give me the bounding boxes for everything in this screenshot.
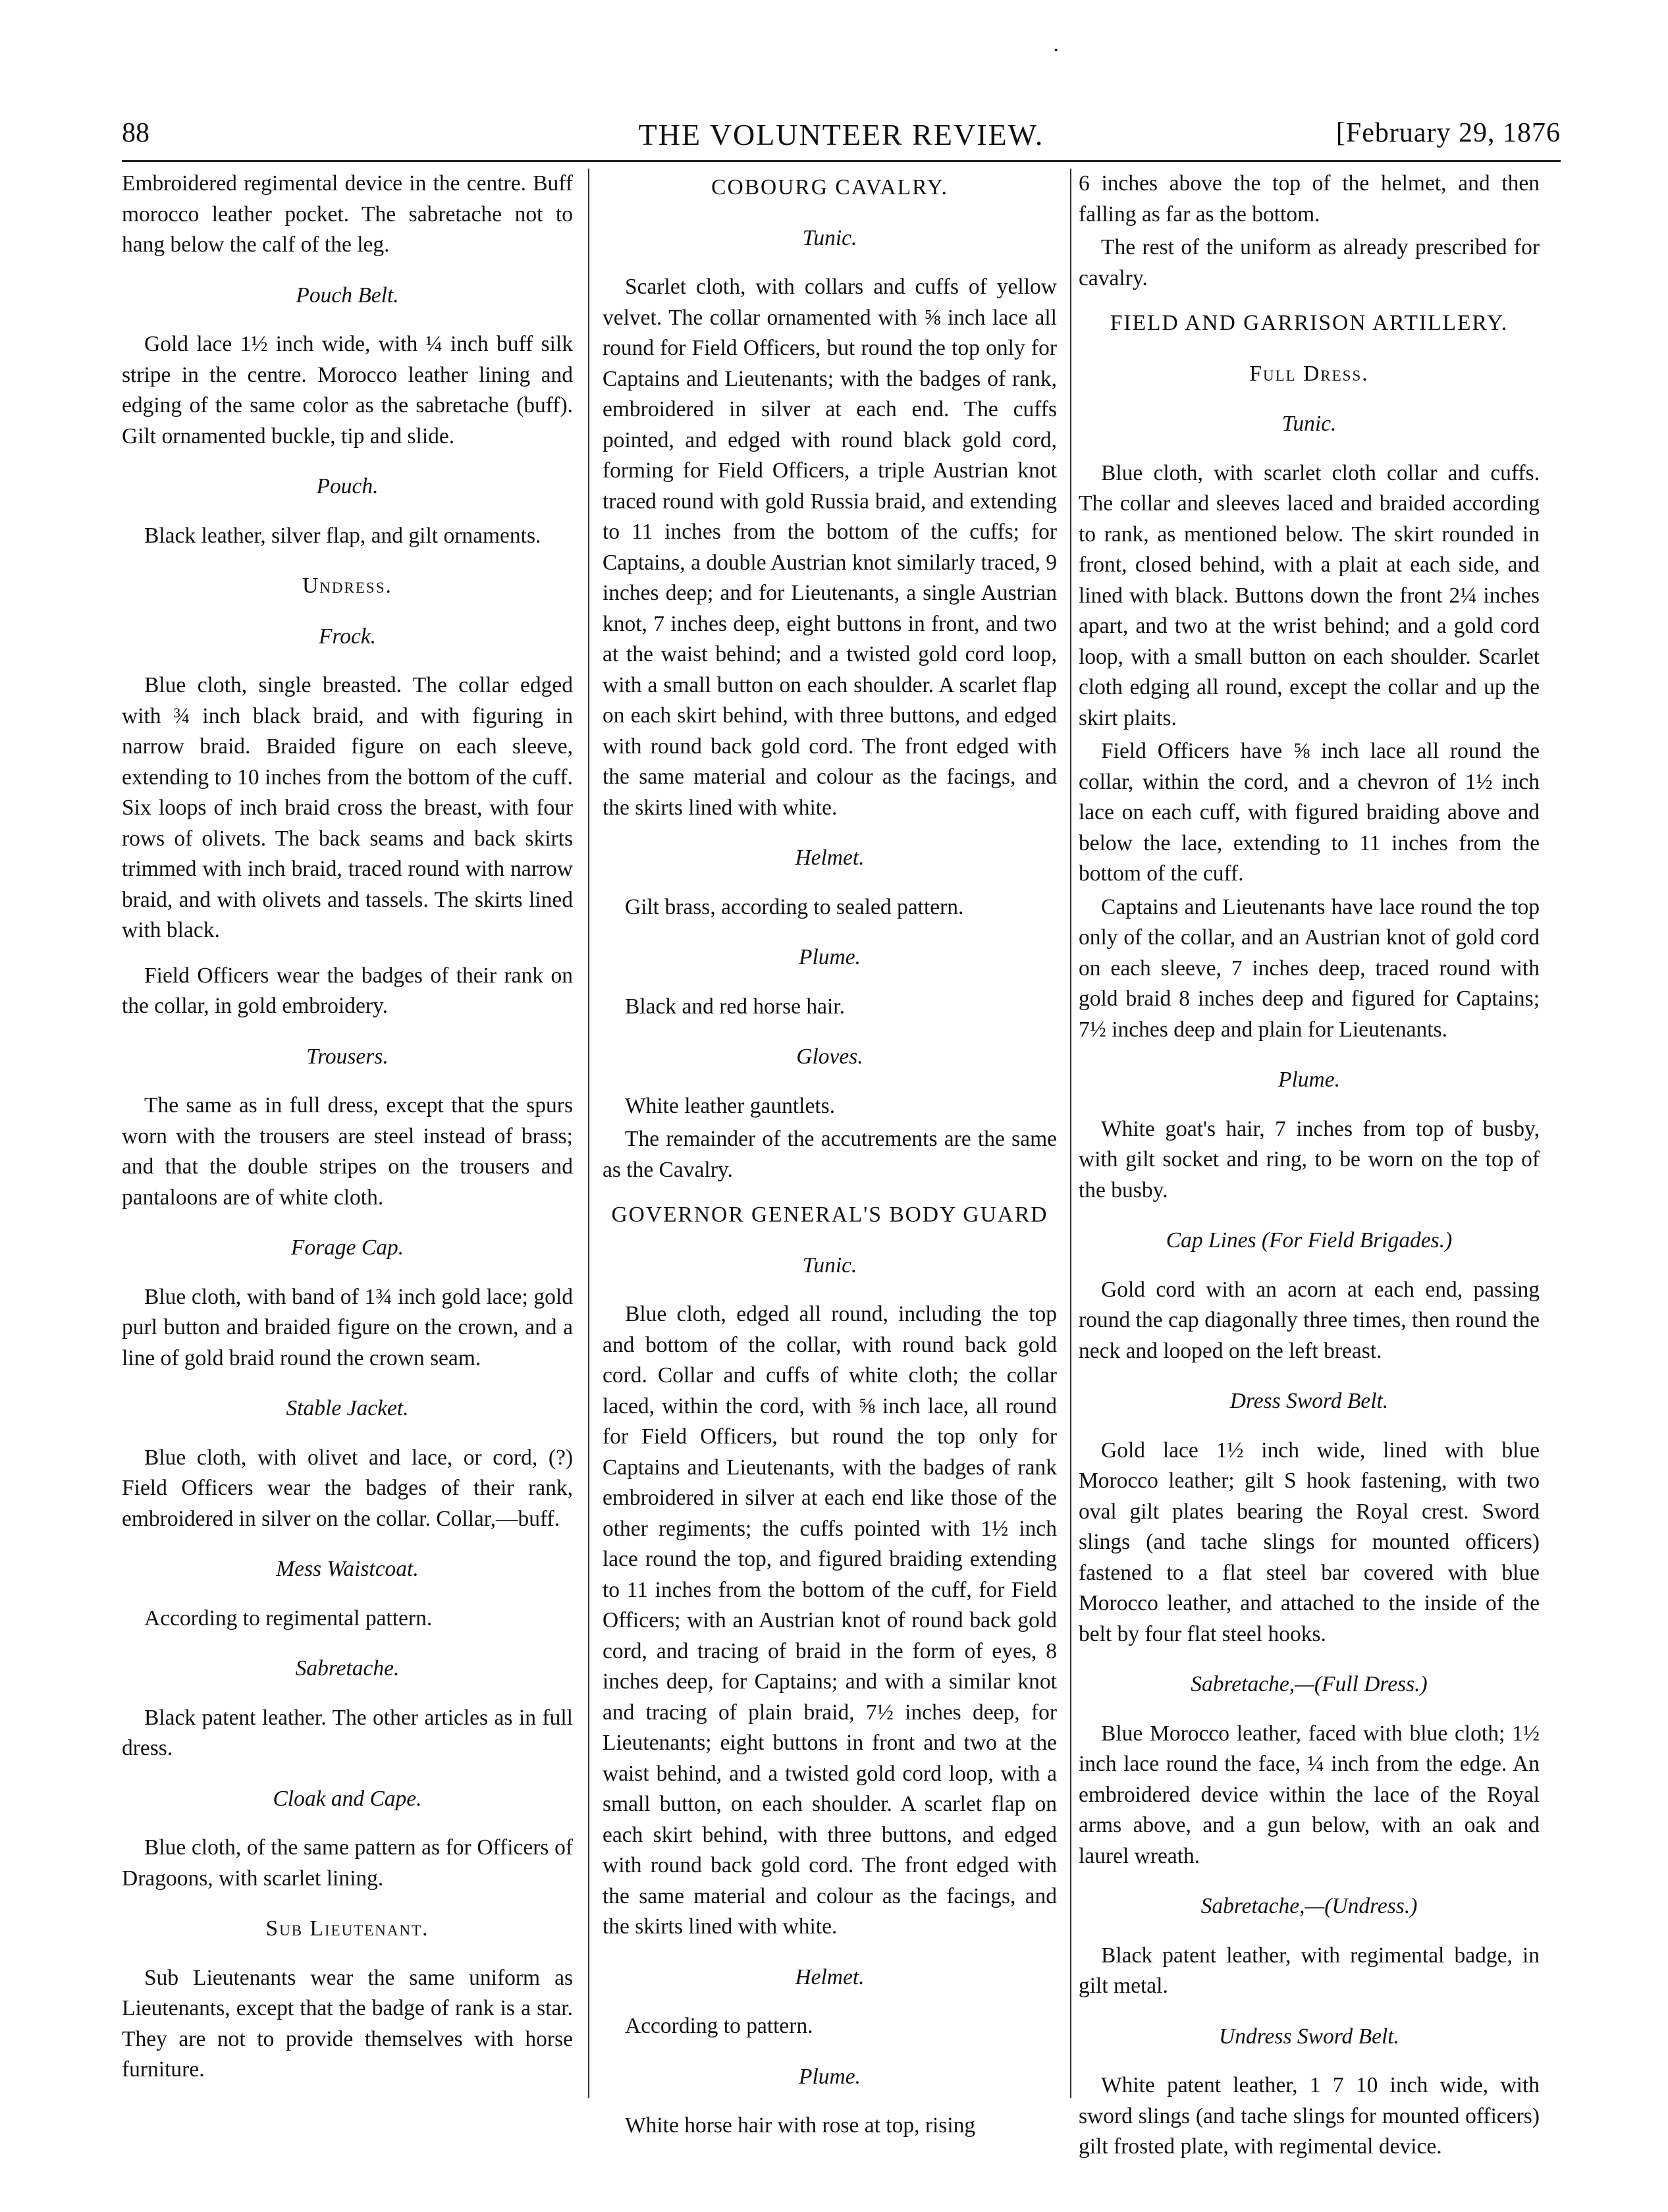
section-heading: Forage Cap.	[290, 1235, 404, 1260]
section-heading: Helmet.	[795, 846, 865, 870]
section-title: FIELD AND GARRISON ARTILLERY.	[1110, 311, 1509, 335]
section-heading: Tunic.	[1281, 412, 1337, 436]
section-heading: Undress Sword Belt.	[1219, 2024, 1399, 2049]
paragraph: White leather gauntlets.	[625, 1093, 836, 1118]
section-heading: Pouch.	[316, 474, 379, 499]
paragraph: Gold cord with an acorn at each end, passing round the cap diagonally three times, then round the neck and looped on the left breast.	[1079, 1277, 1540, 1363]
section-heading: Frock.	[318, 624, 377, 649]
paragraph: Gold lace 1½ inch wide, with ¼ inch buff silk stripe in the centre. Morocco leather lining and edging of the same color as the sabretache (buff). Gilt ornamented buckle, tip and slide.	[122, 332, 573, 448]
section-heading: Cap Lines (For Field Brigades.)	[1166, 1228, 1453, 1253]
paragraph: Gold lace 1½ inch wide, lined with blue Morocco leather; gilt S hook fastening, with two oval gilt plates bearing the Royal crest. Sword slings (and tache slings for mounted officers) fastened to a flat steel bar covered with blue Morocco leather, and attached to the inside of the belt by four flat steel hooks.	[1079, 1438, 1540, 1646]
section-heading: Pouch Belt.	[296, 283, 399, 308]
issue-date: [February 29, 1876	[1335, 118, 1561, 148]
paragraph: According to pattern.	[625, 2014, 813, 2038]
paragraph: Blue cloth, edged all round, including the top and bottom of the collar, with round back gold cord. Collar and cuffs of white cloth; the collar laced, within the cord, with ⅝ inch lace, all round for Field Officers, but round the top only for Captains and Lieutenants, with the badges of rank embroidered in silver at each end like those of the other regiments; the cuffs pointed with 1½ inch lace round the top, and figured braiding extending to 11 inches from the bottom of the cuff, for Field Officers; with an Austrian knot of round back gold cord, and tracing of braid in the form of eyes, 8 inches deep, for Captains; and with a similar knot and tracing of plain braid, 7½ inches deep, for Lieutenants; eight buttons in front and two at the waist behind, and a twisted gold cord loop, with a small button, on each shoulder. A scarlet flap on each skirt behind, with three buttons, and edged with round back gold cord. The front edged with the same material and colour as the facings, and the skirts lined with white.	[603, 1302, 1057, 1939]
paragraph: Blue Morocco leather, faced with blue cloth; 1½ inch lace round the face, ¼ inch from the edge. An embroidered device within the lace of the Royal arms above, and a gun below, with an oak and laurel wreath.	[1079, 1721, 1540, 1868]
running-title: THE VOLUNTEER REVIEW.	[638, 118, 1044, 151]
paragraph: Blue cloth, with scarlet cloth collar and cuffs. The collar and sleeves laced and braided according to rank, as mentioned below. The skirt rounded in front, closed behind, with a plait at each side, and lined with black. Buttons down the front 2¼ inches apart, and two at the wrist behind; and a gold cord loop, with a small button on each shoulder. Scarlet cloth edging all round, except the collar and up the skirt plaits.	[1079, 460, 1540, 730]
paragraph: Field Officers have ⅝ inch lace all round the collar, within the cord, and a chevron of 1½ inch lace on each cuff, with figured braiding above and below the lace, extending to 11 inches from the bottom of the cuff.	[1079, 739, 1540, 886]
column-divider-2	[1070, 169, 1071, 2098]
paragraph: White goat's hair, 7 inches from top of busby, with gilt socket and ring, to be worn on the top of the busby.	[1079, 1116, 1540, 1202]
section-title: COBOURG CAVALRY.	[711, 175, 948, 200]
paragraph: Black and red horse hair.	[625, 994, 845, 1019]
paragraph: The remainder of the accutrements are the same as the Cavalry.	[603, 1127, 1057, 1182]
paragraph: Black leather, silver flap, and gilt ornaments.	[144, 523, 541, 548]
paragraph: 6 inches above the top of the helmet, and then falling as far as the bottom.	[1079, 171, 1540, 227]
print-speck: ·	[1052, 38, 1060, 63]
paragraph: Sub Lieutenants wear the same uniform as Lieutenants, except that the badge of rank is a star. They are not to provide themselves with horse furniture.	[122, 1965, 573, 2082]
paragraph: Field Officers wear the badges of their rank on the collar, in gold embroidery.	[122, 963, 573, 1018]
paragraph: Blue cloth, with olivet and lace, or cord, (?) Field Officers wear the badges of their rank, embroidered in silver on the collar. Collar,—buff.	[122, 1445, 573, 1531]
section-heading: Stable Jacket.	[286, 1396, 409, 1420]
section-heading: Gloves.	[796, 1044, 863, 1069]
paragraph: Blue cloth, of the same pattern as for Officers of Dragoons, with scarlet lining.	[122, 1835, 573, 1891]
paragraph: According to regimental pattern.	[144, 1605, 433, 1631]
section-heading: Sub Lieutenant.	[265, 1916, 429, 1941]
section-heading: Sabretache,—(Full Dress.)	[1191, 1672, 1428, 1696]
section-heading: Tunic.	[802, 225, 857, 250]
paragraph: Black patent leather, with regimental badge, in gilt metal.	[1079, 1943, 1540, 1998]
column-divider-1	[588, 169, 589, 2098]
paragraph: The rest of the uniform as already prescribed for cavalry.	[1079, 235, 1540, 290]
section-heading: Sabretache,—(Undress.)	[1200, 1894, 1418, 1918]
column-3	[1079, 169, 1540, 2159]
section-heading: Helmet.	[795, 1964, 865, 1989]
section-title: GOVERNOR GENERAL'S BODY GUARD	[611, 1202, 1048, 1227]
section-heading: Trousers.	[306, 1044, 389, 1069]
paragraph: White patent leather, 1 7 10 inch wide, with sword slings (and tache slings for mounted officers) gilt frosted plate, with regimental device.	[1079, 2073, 1540, 2159]
section-heading: Undress.	[302, 574, 392, 598]
section-heading: Plume.	[799, 945, 861, 969]
paragraph: Blue cloth, with band of 1¾ inch gold lace; gold purl button and braided figure on the crown, and a line of gold braid round the crown seam.	[122, 1284, 573, 1370]
header-rule	[122, 160, 1561, 162]
paragraph: Gilt brass, according to sealed pattern.	[625, 894, 964, 919]
column-1	[122, 169, 573, 2098]
paragraph: The same as in full dress, except that the spurs worn with the trousers are steel instead of brass; and that the double stripes on the trousers and pantaloons are of white cloth.	[122, 1093, 573, 1210]
section-heading: Sabretache.	[295, 1656, 400, 1681]
page-header	[122, 117, 1561, 157]
paragraph: Blue cloth, single breasted. The collar edged with ¾ inch black braid, and with figuring in narrow braid. Braided figure on each sleeve, extending to 10 inches from the bottom of the cuff. Six loops of inch braid cross the breast, with four rows of olivets. The back seams and back skirts trimmed with inch braid, traced round with narrow braid, and with olivets and tassels. The skirts lined with black.	[122, 673, 573, 942]
page-number: 88	[122, 118, 149, 148]
column-2	[603, 169, 1057, 2138]
paragraph: Embroidered regimental device in the centre. Buff morocco leather pocket. The sabretache not to hang below the calf of the leg.	[122, 171, 573, 257]
section-heading: Plume.	[799, 2064, 861, 2089]
section-heading: Full Dress.	[1249, 361, 1369, 386]
section-heading: Dress Sword Belt.	[1229, 1389, 1389, 1413]
section-heading: Plume.	[1278, 1067, 1340, 1092]
paragraph: Black patent leather. The other articles as in full dress.	[122, 1705, 573, 1760]
paragraph: Captains and Lieutenants have lace round the top only of the collar, and an Austrian knot of gold cord on each sleeve, 7 inches deep, traced round with gold braid 8 inches deep and figured for Captains; 7½ inches deep and plain for Lieutenants.	[1079, 894, 1540, 1042]
section-heading: Mess Waistcoat.	[276, 1557, 419, 1581]
section-heading: Cloak and Cape.	[273, 1786, 422, 1811]
paragraph: Scarlet cloth, with collars and cuffs of yellow velvet. The collar ornamented with ⅝ inch lace all round for Field Officers, but round the top only for Captains and Lieutenants; with the badges of rank, embroidered in silver at each end. The cuffs pointed, and edged with round black gold cord, forming for Field Officers, a triple Austrian knot traced round with gold Russia braid, and extending to 11 inches from the bottom of the cuffs; for Captains, a double Austrian knot similarly traced, 9 inches deep; and for Lieutenants, a single Austrian knot, 7 inches deep, eight buttons in front, and two at the waist behind; and a twisted gold cord loop, with a small button on each shoulder. A scarlet flap on each skirt behind, with three buttons, and edged with round back gold cord. The front edged with the same material and colour as the facings, and the skirts lined with white.	[603, 275, 1057, 820]
section-heading: Tunic.	[802, 1253, 857, 1278]
paragraph: White horse hair with rose at top, rising	[625, 2113, 976, 2138]
